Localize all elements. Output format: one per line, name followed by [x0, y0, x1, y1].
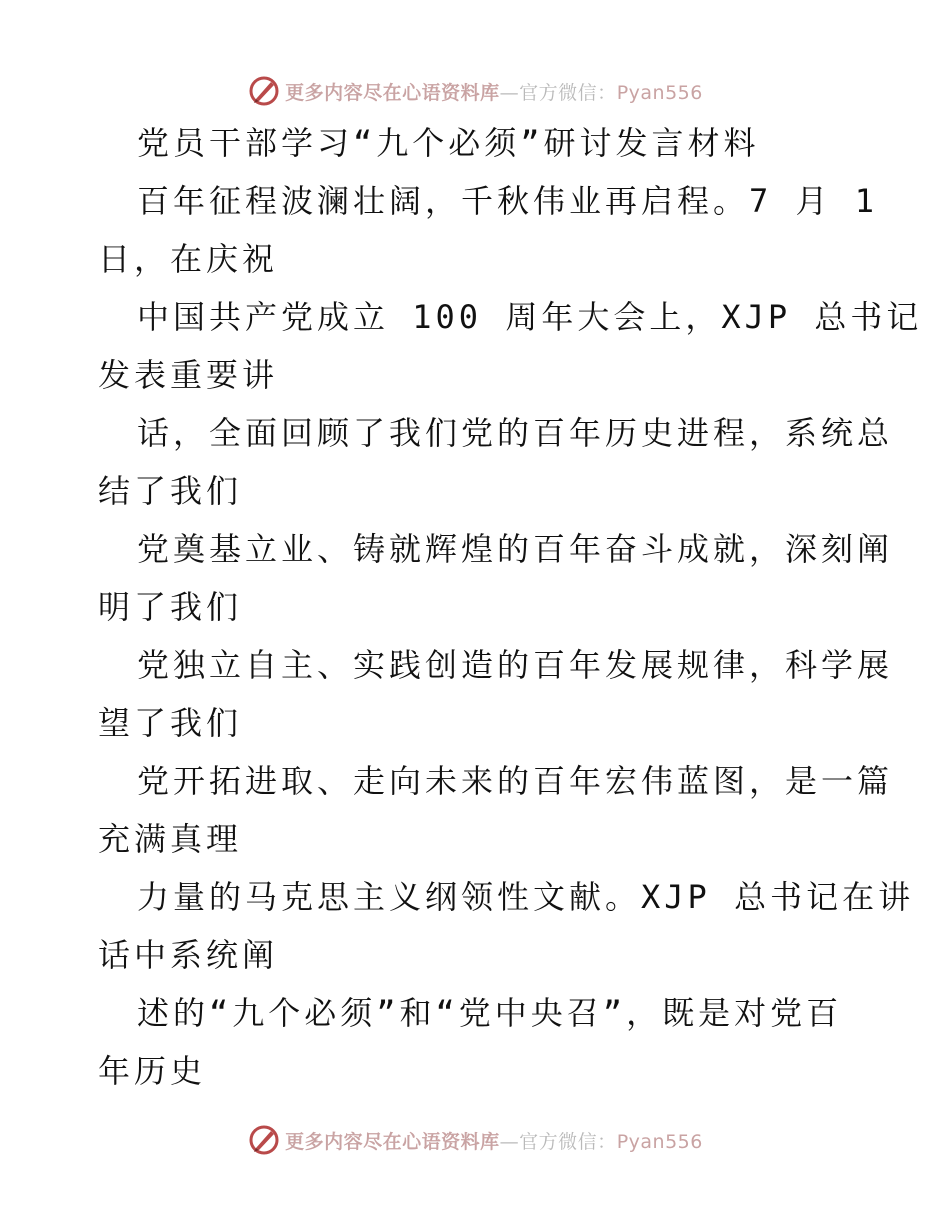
banner-separator: —	[499, 1130, 520, 1153]
banner-separator: —	[499, 81, 520, 104]
paragraph-line: 日，在庆祝	[98, 240, 279, 278]
banner-text	[285, 78, 703, 105]
paragraph-line: 力量的马克思主义纲领性文献。XJP 总书记在讲	[137, 878, 915, 916]
paragraph-line: 述的“九个必须”和“党中央召”，既是对党百	[137, 994, 843, 1032]
paragraph-line: 党奠基立业、铸就辉煌的百年奋斗成就，深刻阐	[137, 530, 894, 568]
banner-wechat-label: 官方微信：	[519, 81, 617, 104]
banner-wechat-id: Pyan556	[616, 81, 703, 104]
paragraph-line: 话中系统阐	[98, 936, 279, 974]
paragraph-line: 党开拓进取、走向未来的百年宏伟蓝图，是一篇	[137, 762, 894, 800]
paragraph-line: 发表重要讲	[98, 356, 279, 394]
paragraph-line: 百年征程波澜壮阔，千秋伟业再启程。7 月 1	[137, 182, 879, 220]
paragraph-line: 望了我们	[98, 704, 243, 742]
document-title: 党员干部学习“九个必须”研讨发言材料	[137, 124, 760, 162]
banner-content	[247, 1123, 703, 1157]
paragraph-line: 党独立自主、实践创造的百年发展规律，科学展	[137, 646, 894, 684]
paragraph-line: 明了我们	[98, 588, 243, 626]
header-banner	[0, 69, 950, 113]
banner-main-text: 更多内容尽在心语资料库	[285, 81, 500, 104]
banner-wechat-id: Pyan556	[616, 1130, 703, 1153]
banner-main-text: 更多内容尽在心语资料库	[285, 1130, 500, 1153]
banner-content	[247, 74, 703, 108]
paragraph-line: 充满真理	[98, 820, 243, 858]
banner-wechat-label: 官方微信：	[519, 1130, 617, 1153]
pen-circle-logo-icon	[247, 1123, 281, 1157]
paragraph-line: 话，全面回顾了我们党的百年历史进程，系统总	[137, 414, 894, 452]
paragraph-line: 结了我们	[98, 472, 243, 510]
paragraph-line: 年历史	[98, 1052, 207, 1090]
footer-banner	[0, 1118, 950, 1162]
paragraph-line: 中国共产党成立 100 周年大会上，XJP 总书记	[137, 298, 923, 336]
banner-text	[285, 1127, 703, 1154]
pen-circle-logo-icon	[247, 74, 281, 108]
